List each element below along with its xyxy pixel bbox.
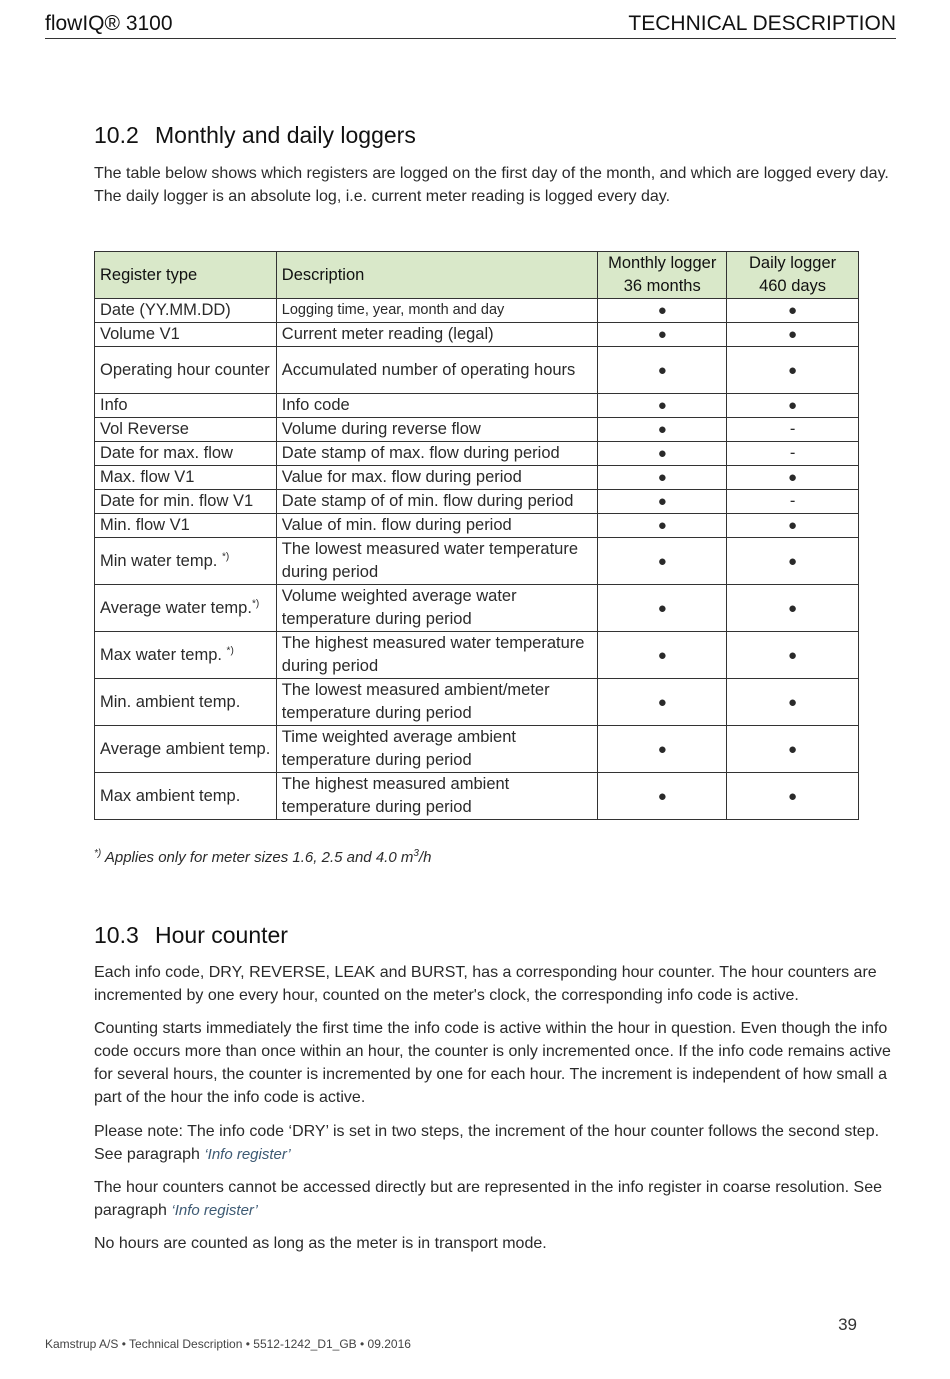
section-number: 10.3 xyxy=(94,922,139,948)
register-type-cell: Min water temp. *) xyxy=(95,538,277,585)
paragraph: Please note: The info code ‘DRY’ is set in two steps, the increment of the hour counter follows the second step. See paragraph ‘Info register’ xyxy=(94,1123,880,1163)
monthly-cell: ● xyxy=(598,394,727,418)
document-type: TECHNICAL DESCRIPTION xyxy=(628,12,896,35)
monthly-cell: ● xyxy=(598,442,727,466)
header-daily-logger: Daily logger 460 days xyxy=(727,252,859,299)
monthly-cell: ● xyxy=(598,514,727,538)
table-row xyxy=(95,418,859,442)
description-cell: Info code xyxy=(276,394,598,418)
register-type-cell: Date for max. flow xyxy=(95,442,277,466)
register-type-cell: Max water temp. *) xyxy=(95,632,277,679)
monthly-cell: ● xyxy=(598,347,727,394)
table-row xyxy=(95,490,859,514)
daily-cell: ● xyxy=(727,466,859,490)
daily-cell: - xyxy=(727,442,859,466)
footnote-mark: *) xyxy=(251,598,260,609)
daily-cell: ● xyxy=(727,679,859,726)
daily-cell: ● xyxy=(727,632,859,679)
register-type-cell: Vol Reverse xyxy=(95,418,277,442)
monthly-cell: ● xyxy=(598,585,727,632)
page-number: 39 xyxy=(838,1315,857,1334)
table-row xyxy=(95,323,859,347)
description-cell: Value for max. flow during period xyxy=(276,466,598,490)
daily-cell: ● xyxy=(727,585,859,632)
footnote-mark: *) xyxy=(221,551,230,562)
table-row xyxy=(95,442,859,466)
daily-cell: ● xyxy=(727,514,859,538)
page-footer: Kamstrup A/S • Technical Description • 5512-1242_D1_GB • 09.2016 xyxy=(45,1337,411,1351)
table-row xyxy=(95,632,859,679)
description-cell: Volume weighted average water temperature during period xyxy=(276,585,598,632)
paragraph: No hours are counted as long as the meter is in transport mode. xyxy=(94,1235,547,1252)
section-title: Hour counter xyxy=(155,922,288,948)
header-description: Description xyxy=(276,252,598,299)
monthly-cell: ● xyxy=(598,323,727,347)
footnote-mark: *) xyxy=(94,848,102,859)
info-register-link[interactable]: ‘Info register’ xyxy=(204,1146,291,1163)
header-register-type: Register type xyxy=(95,252,277,299)
section-heading-10-3 xyxy=(94,922,288,949)
register-type-cell: Volume V1 xyxy=(95,323,277,347)
register-type-cell: Info xyxy=(95,394,277,418)
table-row xyxy=(95,726,859,773)
info-register-link[interactable]: ‘Info register’ xyxy=(171,1202,258,1219)
monthly-cell: ● xyxy=(598,299,727,323)
register-type-cell: Average water temp.*) xyxy=(95,585,277,632)
table-row xyxy=(95,299,859,323)
description-cell: Accumulated number of operating hours xyxy=(276,347,598,394)
description-cell: Time weighted average ambient temperature during period xyxy=(276,726,598,773)
daily-cell: ● xyxy=(727,323,859,347)
table-row xyxy=(95,585,859,632)
register-type-cell: Date (YY.MM.DD) xyxy=(95,299,277,323)
table-row xyxy=(95,466,859,490)
table-row xyxy=(95,773,859,820)
daily-cell: ● xyxy=(727,538,859,585)
monthly-cell: ● xyxy=(598,726,727,773)
footnote-mark: *) xyxy=(226,645,234,656)
daily-cell: ● xyxy=(727,726,859,773)
description-cell: The lowest measured ambient/meter temperature during period xyxy=(276,679,598,726)
table-row xyxy=(95,514,859,538)
register-type-cell: Min. flow V1 xyxy=(95,514,277,538)
daily-cell: - xyxy=(727,490,859,514)
section-intro: The table below shows which registers are logged on the first day of the month, and which are logged every day. The daily logger is an absolute log, i.e. current meter reading is logged every day. xyxy=(94,165,889,205)
cubic-superscript: 3 xyxy=(413,848,419,859)
description-cell: Date stamp of max. flow during period xyxy=(276,442,598,466)
description-cell: The lowest measured water temperature during period xyxy=(276,538,598,585)
register-type-cell: Max. flow V1 xyxy=(95,466,277,490)
daily-cell: ● xyxy=(727,299,859,323)
monthly-cell: ● xyxy=(598,466,727,490)
page-header xyxy=(45,12,896,39)
logger-table xyxy=(94,251,859,820)
monthly-cell: ● xyxy=(598,538,727,585)
register-type-cell: Operating hour counter xyxy=(95,347,277,394)
register-type-cell: Max ambient temp. xyxy=(95,773,277,820)
product-name: flowIQ® 3100 xyxy=(45,12,173,35)
description-cell: Volume during reverse flow xyxy=(276,418,598,442)
description-cell: Value of min. flow during period xyxy=(276,514,598,538)
paragraph: Each info code, DRY, REVERSE, LEAK and BURST, has a corresponding hour counter. The hour counters are incremented by one every hour, counted on the meter's clock, the corresponding info code is active. xyxy=(94,964,877,1004)
description-cell: The highest measured ambient temperature during period xyxy=(276,773,598,820)
daily-cell: ● xyxy=(727,773,859,820)
register-type-cell: Date for min. flow V1 xyxy=(95,490,277,514)
table-row xyxy=(95,394,859,418)
description-cell: Date stamp of of min. flow during period xyxy=(276,490,598,514)
description-cell: Logging time, year, month and day xyxy=(276,299,598,323)
monthly-cell: ● xyxy=(598,773,727,820)
section-heading-10-2 xyxy=(94,122,416,149)
section-number: 10.2 xyxy=(94,122,139,148)
monthly-cell: ● xyxy=(598,490,727,514)
paragraph: The hour counters cannot be accessed directly but are represented in the info register in coarse resolution. See paragraph ‘Info register’ xyxy=(94,1179,883,1219)
description-cell: The highest measured water temperature during period xyxy=(276,632,598,679)
table-row xyxy=(95,679,859,726)
description-cell: Current meter reading (legal) xyxy=(276,323,598,347)
table-row xyxy=(95,347,859,394)
header-monthly-logger: Monthly logger 36 months xyxy=(598,252,727,299)
table-footnote: *) Applies only for meter sizes 1.6, 2.5 and 4.0 m$^3$/h xyxy=(94,848,432,866)
table-row xyxy=(95,538,859,585)
monthly-cell: ● xyxy=(598,679,727,726)
table-header-row xyxy=(95,252,859,299)
daily-cell: - xyxy=(727,418,859,442)
paragraph: Counting starts immediately the first time the info code is active within the hour in question. Even though the info code occurs more than once within an hour, the counter is only incremented once. If the info code remains active for several hours, the counter is incremented by one for each hour. The increment is independent of how small a part of the hour the info code is active. xyxy=(94,1020,891,1106)
register-type-cell: Average ambient temp. xyxy=(95,726,277,773)
daily-cell: ● xyxy=(727,347,859,394)
section-title: Monthly and daily loggers xyxy=(155,122,416,148)
monthly-cell: ● xyxy=(598,418,727,442)
monthly-cell: ● xyxy=(598,632,727,679)
register-type-cell: Min. ambient temp. xyxy=(95,679,277,726)
daily-cell: ● xyxy=(727,394,859,418)
